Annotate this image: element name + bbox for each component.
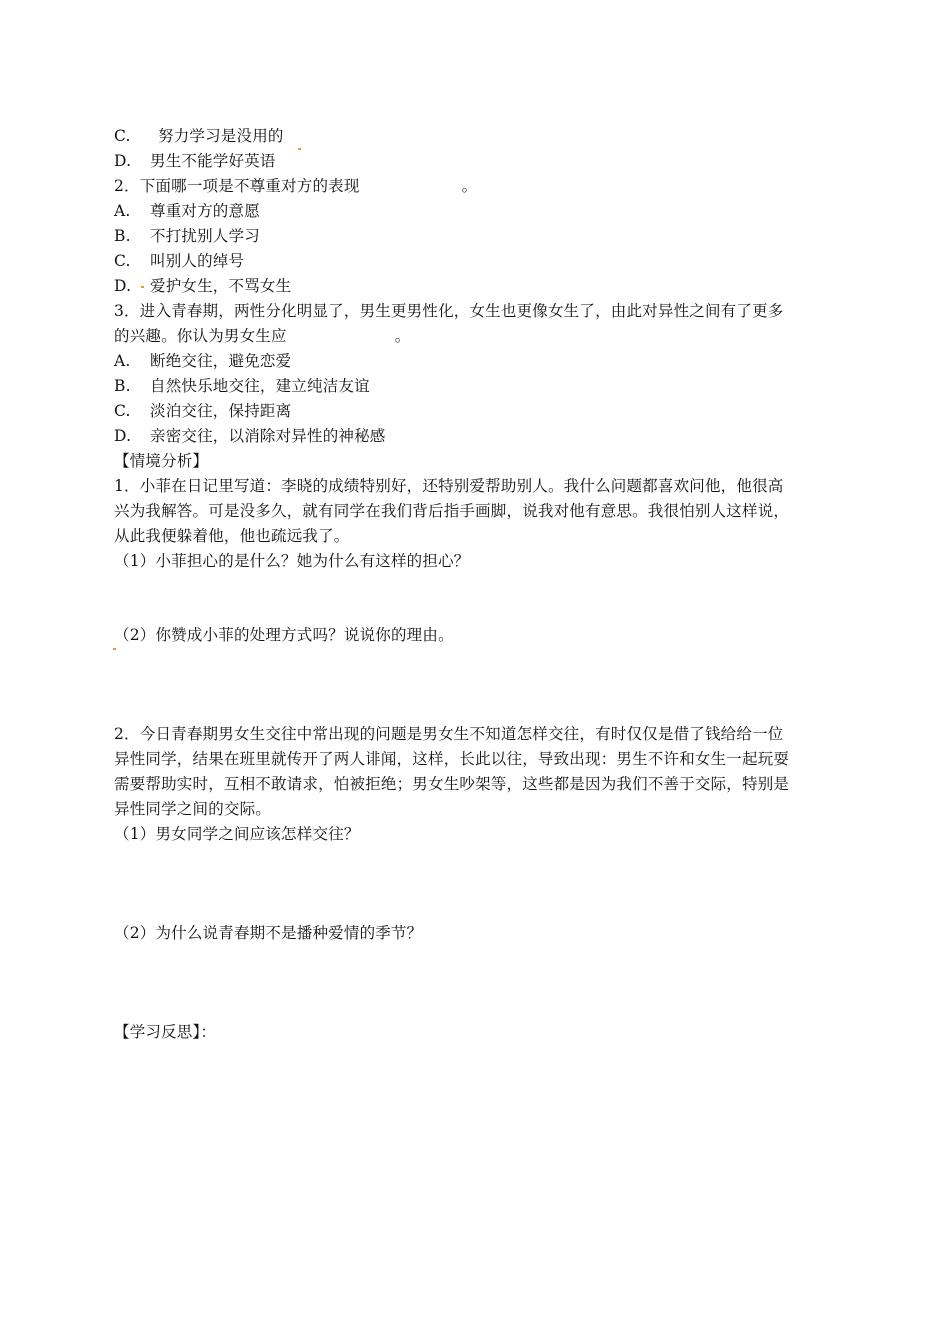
q2-stem: 2．下面哪一项是不尊重对方的表现 。 bbox=[114, 177, 478, 195]
q3-option-a: A. 断绝交往，避免恋爱 bbox=[114, 352, 292, 370]
q2-option-b: B. 不打扰别人学习 bbox=[114, 227, 260, 245]
case2-text-line-1: 2．今日青春期男女生交往中常出现的问题是男女生不知道怎样交往，有时仅仅是借了钱给给一位 bbox=[114, 725, 784, 743]
case1-text-line-1: 1．小菲在日记里写道：李晓的成绩特别好，还特别爱帮助别人。我什么问题都喜欢问他，他很高 bbox=[114, 477, 784, 495]
case1-question-2: （2）你赞成小菲的处理方式吗？说说你的理由。 bbox=[114, 626, 454, 644]
section-heading-reflection: 【学习反思】： bbox=[114, 1023, 217, 1041]
q2-option-a: A. 尊重对方的意愿 bbox=[114, 202, 260, 220]
q2-option-d: D. 爱护女生，不骂女生 bbox=[114, 277, 292, 295]
q3-stem-line-2: 的兴趣。你认为男女生应 。 bbox=[114, 327, 411, 345]
case2-text-line-3: 需要帮助实时，互相不敢请求，怕被拒绝；男女生吵架等，这些都是因为我们不善于交际，特别是 bbox=[114, 775, 790, 793]
scan-mark bbox=[298, 148, 301, 150]
q3-option-d: D. 亲密交往，以消除对异性的神秘感 bbox=[114, 427, 386, 445]
q2-option-c: C. 叫别人的绰号 bbox=[114, 252, 245, 270]
case2-question-2: （2）为什么说青春期不是播种爱情的季节？ bbox=[114, 924, 423, 942]
scan-mark bbox=[113, 648, 116, 650]
scan-mark bbox=[141, 286, 144, 288]
case2-text-line-2: 异性同学，结果在班里就传开了两人诽闻，这样，长此以往，导致出现：男生不许和女生一起玩耍 bbox=[114, 750, 790, 768]
section-heading-situation: 【情境分析】 bbox=[114, 452, 209, 470]
case2-question-1: （1）男女同学之间应该怎样交往？ bbox=[114, 825, 360, 843]
case2-text-line-4: 异性同学之间的交际。 bbox=[114, 800, 272, 818]
q3-option-c: C. 淡泊交往，保持距离 bbox=[114, 402, 292, 420]
case1-text-line-3: 从此我便躲着他，他也疏远我了。 bbox=[114, 527, 350, 545]
q1-option-c: C. 努力学习是没用的 bbox=[114, 127, 284, 145]
q1-option-d: D. 男生不能学好英语 bbox=[114, 152, 276, 170]
case1-question-1: （1）小菲担心的是什么？她为什么有这样的担心？ bbox=[114, 552, 470, 570]
q3-stem-line-1: 3．进入青春期，两性分化明显了，男生更男性化，女生也更像女生了，由此对异性之间有了更多 bbox=[114, 302, 784, 320]
q3-option-b: B. 自然快乐地交往，建立纯洁友谊 bbox=[114, 377, 370, 395]
case1-text-line-2: 兴为我解答。可是没多久，就有同学在我们背后指手画脚，说我对他有意思。我很怕别人这样说， bbox=[114, 502, 790, 520]
